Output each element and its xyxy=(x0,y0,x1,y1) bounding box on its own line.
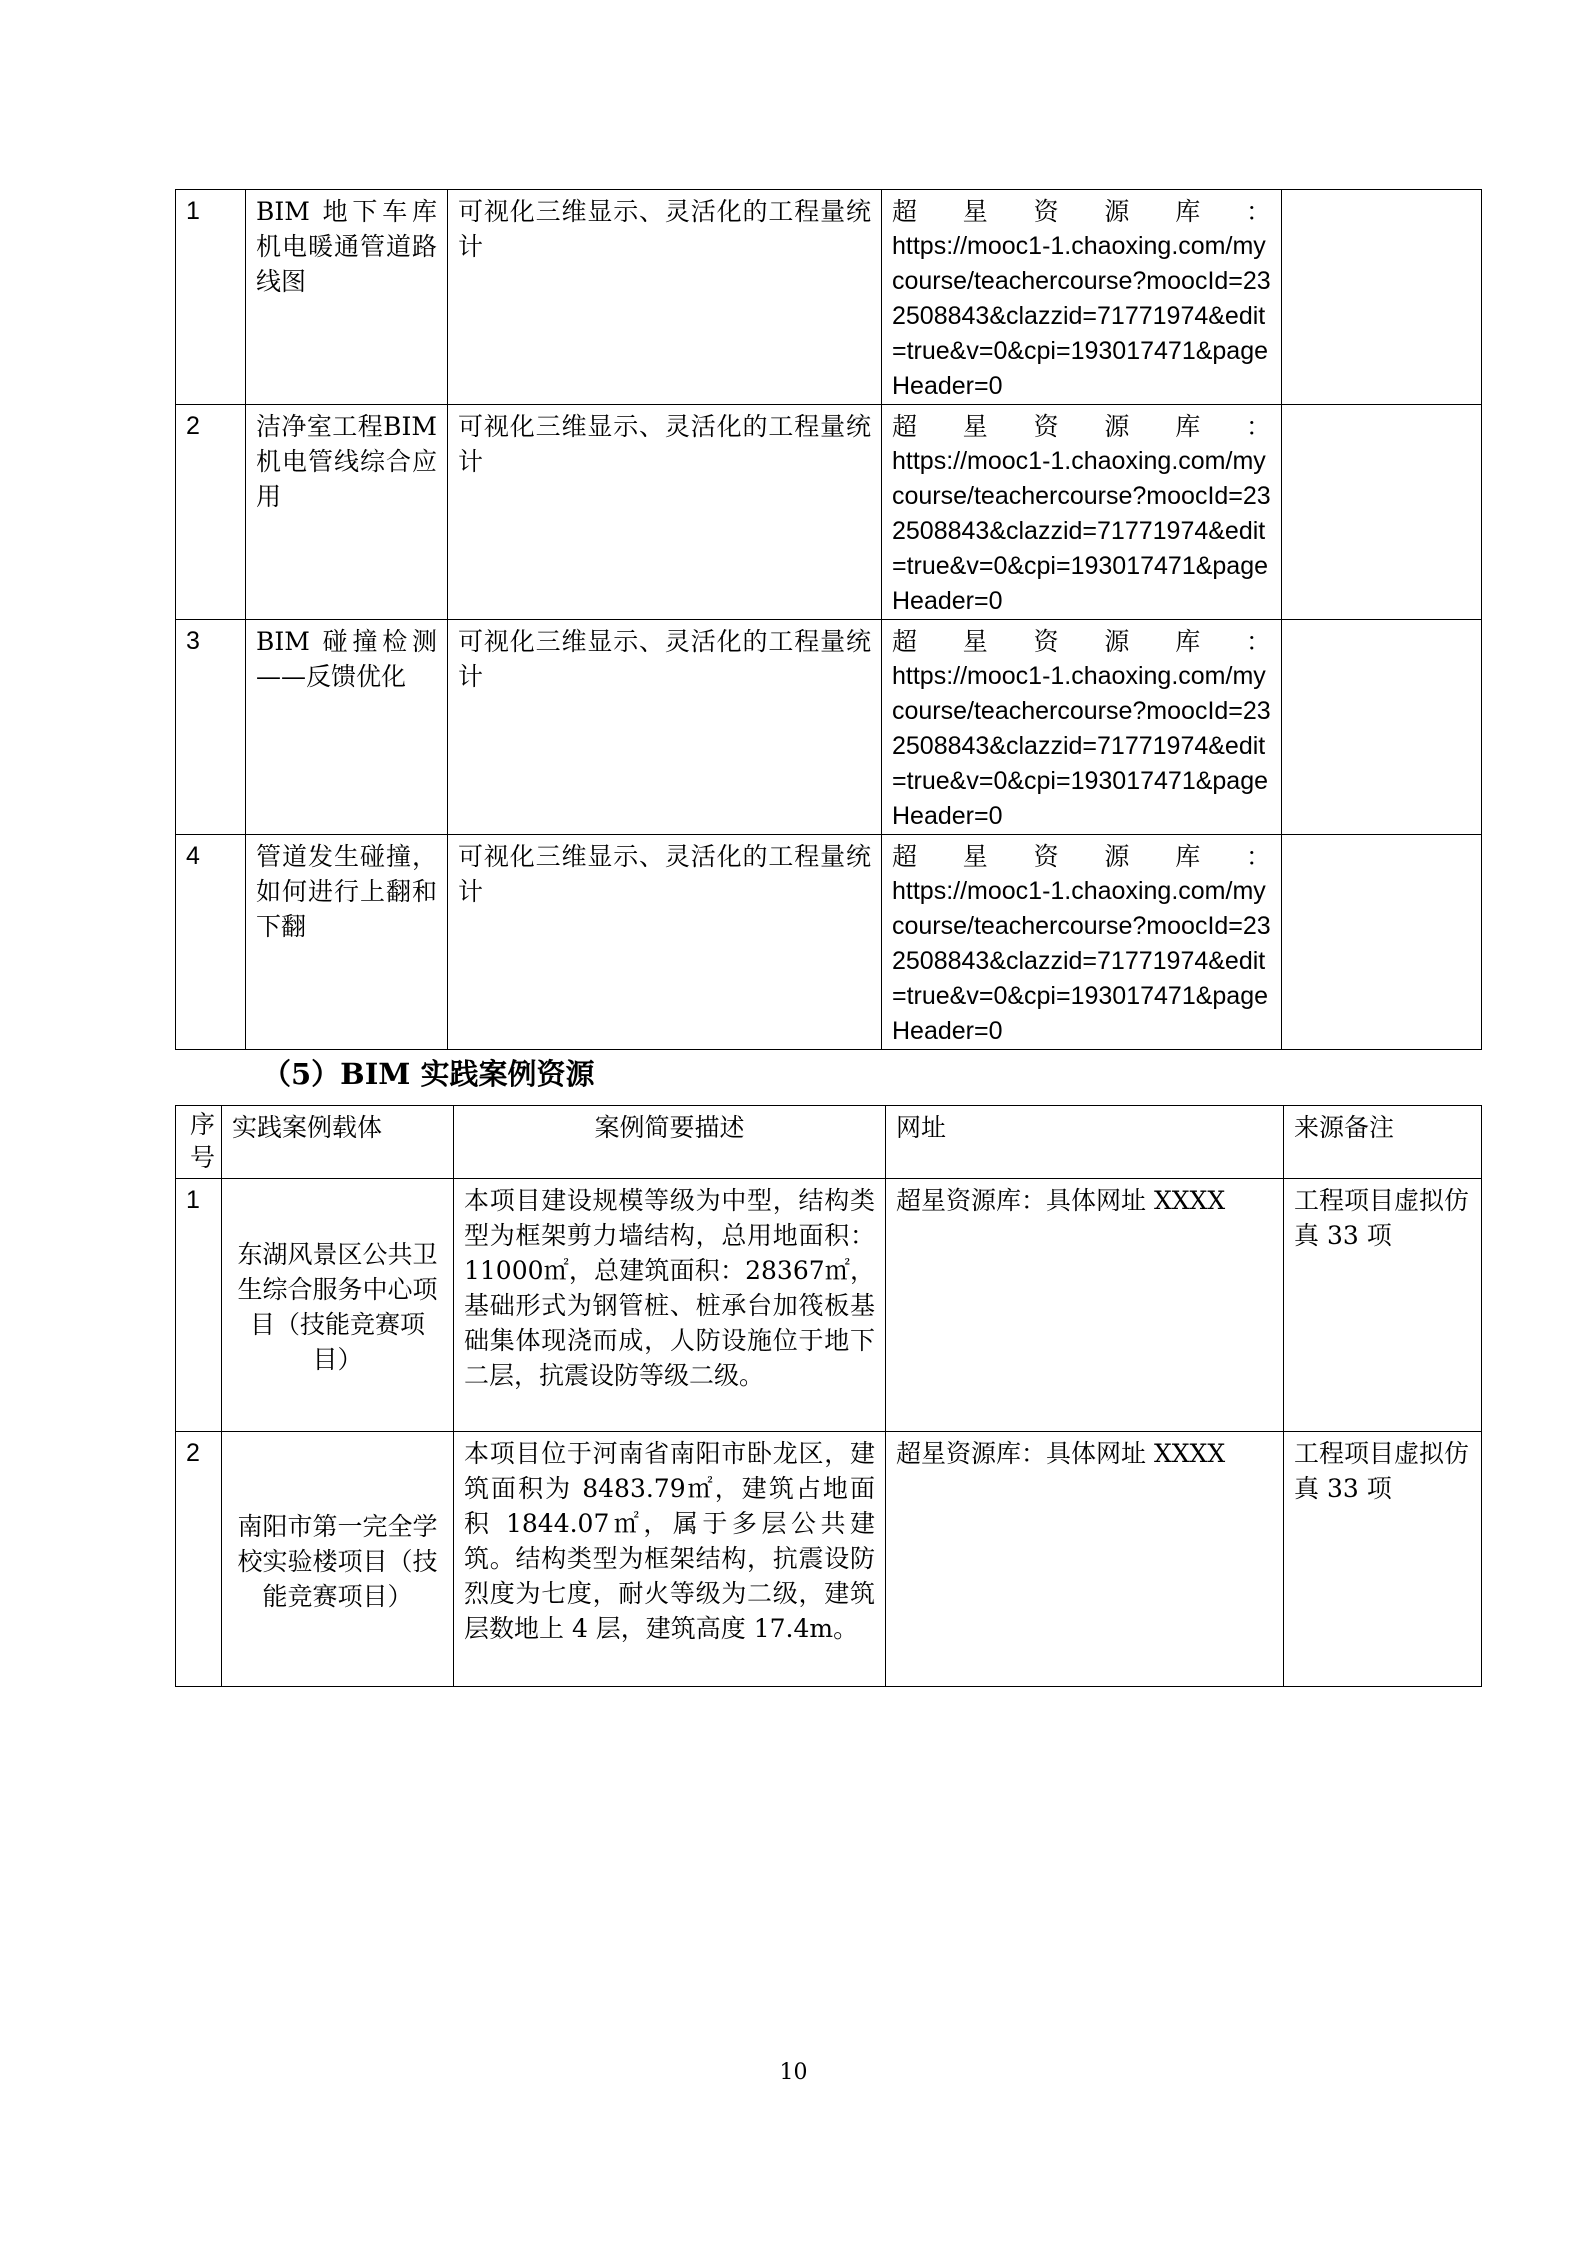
case-carrier: 南阳市第一完全学校实验楼项目（技能竞赛项目） xyxy=(222,1432,454,1687)
case-carrier: 东湖风景区公共卫生综合服务中心项目（技能竞赛项目） xyxy=(222,1179,454,1432)
table-row xyxy=(176,620,1482,835)
resource-link-cell xyxy=(882,405,1282,620)
remarks-cell xyxy=(1282,405,1482,620)
table-header-row xyxy=(176,1106,1482,1179)
row-number: 1 xyxy=(176,1179,222,1432)
table-row xyxy=(176,1179,1482,1432)
table-row xyxy=(176,1432,1482,1687)
resource-link-cell xyxy=(882,835,1282,1050)
resource-description: 可视化三维显示、灵活化的工程量统计 xyxy=(448,835,882,1050)
header-description: 案例简要描述 xyxy=(454,1106,886,1179)
case-url[interactable]: 超星资源库：具体网址 XXXX xyxy=(886,1432,1284,1687)
resource-title: 洁净室工程BIM 机电管线综合应用 xyxy=(246,405,448,620)
case-url[interactable]: 超星资源库：具体网址 XXXX xyxy=(886,1179,1284,1432)
row-number: 4 xyxy=(176,835,246,1050)
remarks-cell xyxy=(1282,620,1482,835)
row-number: 2 xyxy=(176,1432,222,1687)
resource-description: 可视化三维显示、灵活化的工程量统计 xyxy=(448,620,882,835)
remarks-cell xyxy=(1282,835,1482,1050)
case-remarks: 工程项目虚拟仿真 33 项 xyxy=(1284,1179,1482,1432)
resource-url[interactable]: https://mooc1-1.chaoxing.com/mycourse/teachercourse?moocId=232508843&clazzid=71771974&edit=true&v=0&cpi=193017471&pageHeader=0 xyxy=(892,232,1271,400)
resource-title: BIM 碰撞检测——反馈优化 xyxy=(246,620,448,835)
resource-link-cell xyxy=(882,190,1282,405)
case-description: 本项目位于河南省南阳市卧龙区，建筑面积为 8483.79㎡，建筑占地面积 1844.07㎡，属于多层公共建筑。结构类型为框架结构，抗震设防烈度为七度，耐火等级为二级，建筑层数地上 4 层，建筑高度 17.4m。 xyxy=(454,1432,886,1687)
resource-title: 管道发生碰撞，如何进行上翻和下翻 xyxy=(246,835,448,1050)
resource-url[interactable]: https://mooc1-1.chaoxing.com/mycourse/teachercourse?moocId=232508843&clazzid=71771974&edit=true&v=0&cpi=193017471&pageHeader=0 xyxy=(892,877,1271,1045)
header-remarks: 来源备注 xyxy=(1284,1106,1482,1179)
resource-description: 可视化三维显示、灵活化的工程量统计 xyxy=(448,190,882,405)
case-description: 本项目建设规模等级为中型，结构类型为框架剪力墙结构，总用地面积：11000㎡，总建筑面积：28367㎡，基础形式为钢管桩、桩承台加筏板基础集体现浇而成，人防设施位于地下二层，抗震设防等级二级。 xyxy=(454,1179,886,1432)
row-number: 1 xyxy=(176,190,246,405)
resource-link-cell xyxy=(882,620,1282,835)
source-label: 超 星 资 源 库 ： xyxy=(892,197,1271,226)
table-row xyxy=(176,405,1482,620)
resource-url[interactable]: https://mooc1-1.chaoxing.com/mycourse/teachercourse?moocId=232508843&clazzid=71771974&edit=true&v=0&cpi=193017471&pageHeader=0 xyxy=(892,662,1271,830)
section-heading: （5）BIM 实践案例资源 xyxy=(262,1057,595,1091)
remarks-cell xyxy=(1282,190,1482,405)
case-table xyxy=(175,1105,1482,1687)
resource-url[interactable]: https://mooc1-1.chaoxing.com/mycourse/teachercourse?moocId=232508843&clazzid=71771974&edit=true&v=0&cpi=193017471&pageHeader=0 xyxy=(892,447,1271,615)
source-label: 超 星 资 源 库 ： xyxy=(892,412,1271,441)
resource-title: BIM 地下车库机电暖通管道路线图 xyxy=(246,190,448,405)
table-row xyxy=(176,190,1482,405)
row-number: 3 xyxy=(176,620,246,835)
header-carrier: 实践案例载体 xyxy=(222,1106,454,1179)
header-number: 序号 xyxy=(176,1106,222,1179)
table-row xyxy=(176,835,1482,1050)
resource-description: 可视化三维显示、灵活化的工程量统计 xyxy=(448,405,882,620)
source-label: 超 星 资 源 库 ： xyxy=(892,627,1271,656)
row-number: 2 xyxy=(176,405,246,620)
case-remarks: 工程项目虚拟仿真 33 项 xyxy=(1284,1432,1482,1687)
resource-table xyxy=(175,189,1482,1050)
header-url: 网址 xyxy=(886,1106,1284,1179)
page-number: 10 xyxy=(779,2060,808,2085)
source-label: 超 星 资 源 库 ： xyxy=(892,842,1271,871)
